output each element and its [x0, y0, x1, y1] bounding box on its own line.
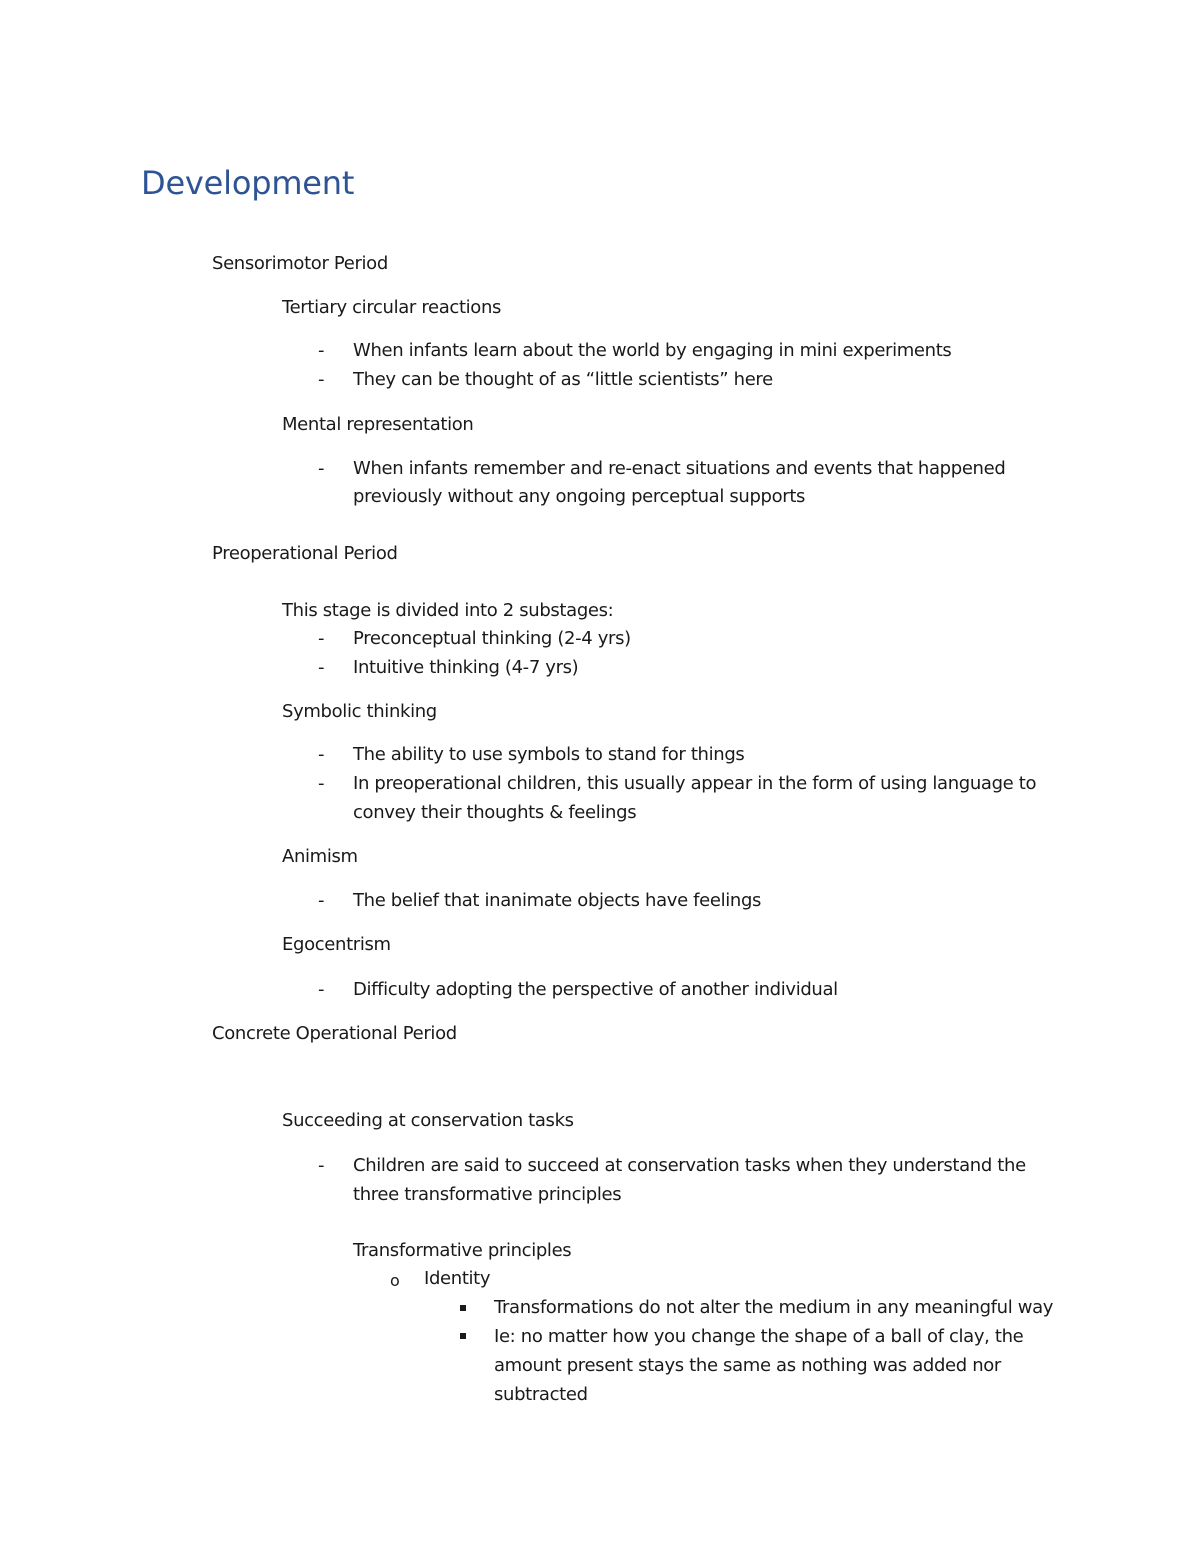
dash-marker: -	[318, 773, 325, 794]
dash-marker: -	[318, 979, 325, 1000]
circle-bullet-marker: o	[390, 1271, 400, 1290]
subheading-symbolic-thinking: Symbolic thinking	[282, 701, 437, 722]
bullet-text: Transformations do not alter the medium in any meaningful way	[494, 1297, 1054, 1318]
subheading-animism: Animism	[282, 846, 358, 867]
bullet-text-continued: subtracted	[494, 1384, 588, 1405]
bullet-text: The belief that inanimate objects have feelings	[353, 890, 762, 911]
dash-marker: -	[318, 369, 325, 390]
bullet-text: The ability to use symbols to stand for things	[353, 744, 745, 765]
bullet-text: Ie: no matter how you change the shape of a ball of clay, the	[494, 1326, 1024, 1347]
dash-marker: -	[318, 657, 325, 678]
substages-intro: This stage is divided into 2 substages:	[282, 600, 614, 621]
dash-marker: -	[318, 628, 325, 649]
bullet-text: Difficulty adopting the perspective of another individual	[353, 979, 838, 1000]
principles-heading: Transformative principles	[353, 1240, 572, 1261]
dash-marker: -	[318, 458, 325, 479]
bullet-text: Preconceptual thinking (2-4 yrs)	[353, 628, 631, 649]
dash-marker: -	[318, 1155, 325, 1176]
subheading-mental-representation: Mental representation	[282, 414, 474, 435]
bullet-text: When infants learn about the world by engaging in mini experiments	[353, 340, 952, 361]
bullet-text: They can be thought of as “little scientists” here	[353, 369, 773, 390]
bullet-text: Intuitive thinking (4-7 yrs)	[353, 657, 579, 678]
subheading-conservation: Succeeding at conservation tasks	[282, 1110, 574, 1131]
bullet-text: Children are said to succeed at conservation tasks when they understand the	[353, 1155, 1026, 1176]
section-heading-preoperational: Preoperational Period	[212, 543, 398, 564]
bullet-text-continued: convey their thoughts & feelings	[353, 802, 637, 823]
bullet-text-continued: amount present stays the same as nothing was added nor	[494, 1355, 1001, 1376]
dash-marker: -	[318, 744, 325, 765]
square-bullet-marker	[460, 1305, 466, 1311]
page-title: Development	[141, 164, 355, 202]
bullet-text: When infants remember and re-enact situations and events that happened	[353, 458, 1006, 479]
section-heading-concrete-operational: Concrete Operational Period	[212, 1023, 457, 1044]
dash-marker: -	[318, 890, 325, 911]
bullet-text-continued: previously without any ongoing perceptual supports	[353, 486, 806, 507]
square-bullet-marker	[460, 1333, 466, 1339]
subheading-tertiary: Tertiary circular reactions	[282, 297, 502, 318]
dash-marker: -	[318, 340, 325, 361]
subheading-egocentrism: Egocentrism	[282, 934, 391, 955]
section-heading-sensorimotor: Sensorimotor Period	[212, 253, 388, 274]
bullet-text: In preoperational children, this usually appear in the form of using language to	[353, 773, 1037, 794]
bullet-text-continued: three transformative principles	[353, 1184, 622, 1205]
principle-identity: Identity	[424, 1268, 491, 1289]
